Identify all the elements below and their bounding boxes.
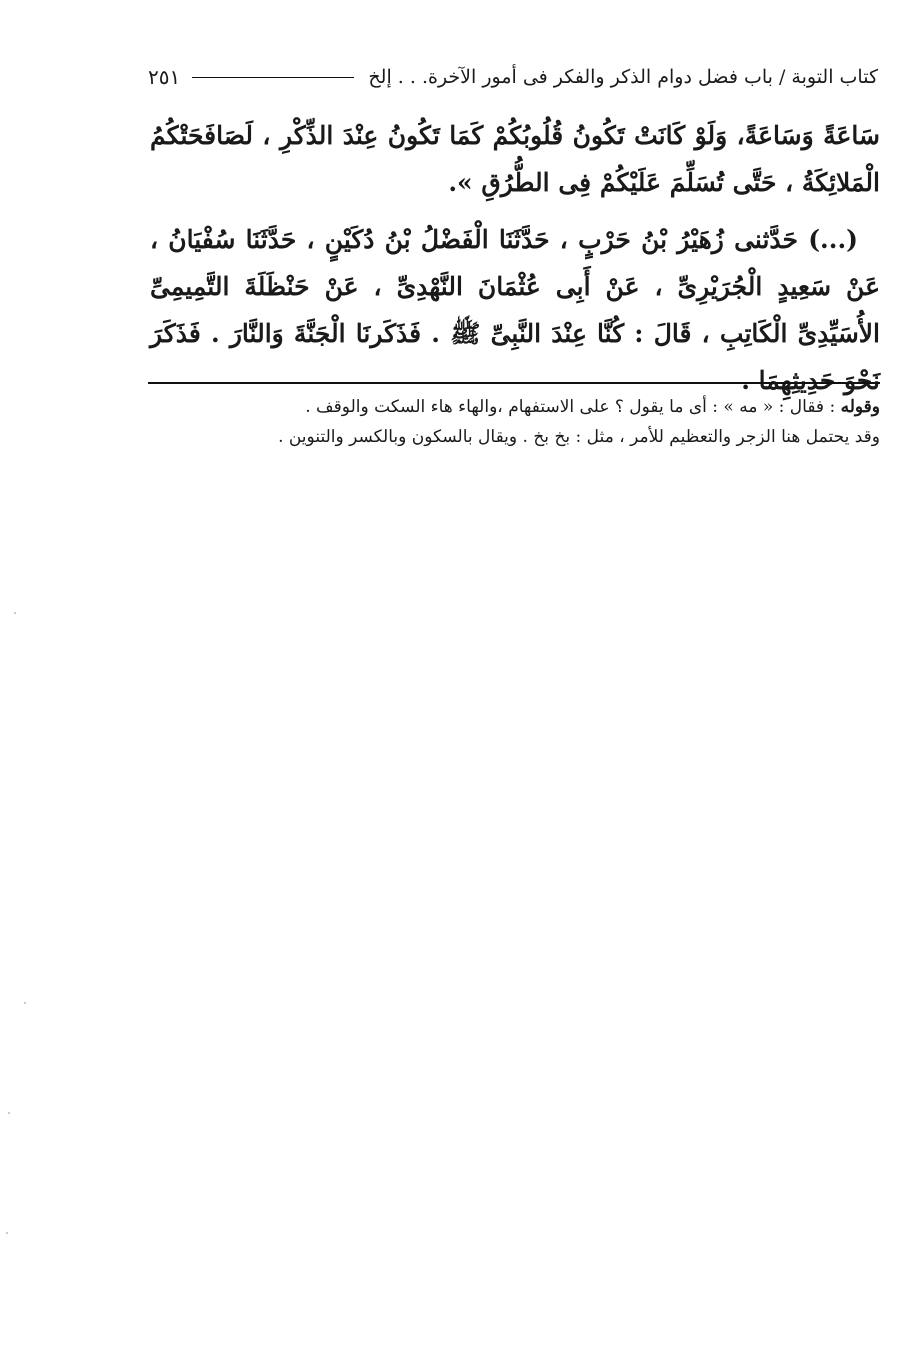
paragraph-2: (...) حَدَّثنى زُهَيْرُ بْنُ حَرْبٍ ، حَدَّثَنَا الْفَضْلُ بْنُ دُكَيْنٍ ، حَدَّثَنَا سُفْيَانُ ، عَنْ سَعِيدٍ الْجُرَيْرِىِّ ، عَنْ أَبِى عُثْمَانَ النَّهْدِىِّ ، عَنْ حَنْظَلَةَ التَّمِيمِىِّ الأُسَيِّدِىِّ الْكَاتِبِ ، قَالَ : كُنَّا عِنْدَ النَّبِىِّ ﷺ . فَذَكَرنَا الْجَنَّةَ وَالنَّارَ . فَذَكَرَ نَحْوَ حَدِيثِهِمَا . <box>150 225 880 395</box>
hadith-text <box>150 112 880 404</box>
footnote-lead: وقوله <box>840 397 880 417</box>
header-title: كتاب التوبة / باب فضل دوام الذكر والفكر فى أمور الآخرة. . . إلخ <box>368 66 878 88</box>
scan-speck <box>6 1232 8 1234</box>
page-number: ٢٥١ <box>148 65 181 89</box>
paragraph-1: سَاعَةً وَسَاعَةً، وَلَوْ كَانَتْ تَكُونُ قُلُوبُكُمْ كَمَا تَكُونُ عِنْدَ الذِّكْرِ ، لَصَافَحَتْكُمُ الْمَلائِكَةُ ، حَتَّى تُسَلِّمَ عَلَيْكُمْ فِى الطُّرُقِ ». <box>150 121 880 197</box>
scan-speck <box>14 612 16 614</box>
header-rule <box>192 77 354 78</box>
scan-speck <box>24 1002 26 1004</box>
scan-speck <box>8 1112 10 1114</box>
footnote-separator <box>148 382 880 384</box>
footnote-line-1 <box>148 392 880 422</box>
footnote <box>148 392 880 452</box>
running-header <box>148 62 878 92</box>
footnote-text: : فقال : « مه » : أى ما يقول ؟ على الاستفهام ،والهاء هاء السكت والوقف . <box>305 397 841 417</box>
footnote-line-2: وقد يحتمل هنا الزجر والتعظيم للأمر ، مثل : بخ بخ . ويقال بالسكون وبالكسر والتنوين . <box>278 427 880 447</box>
